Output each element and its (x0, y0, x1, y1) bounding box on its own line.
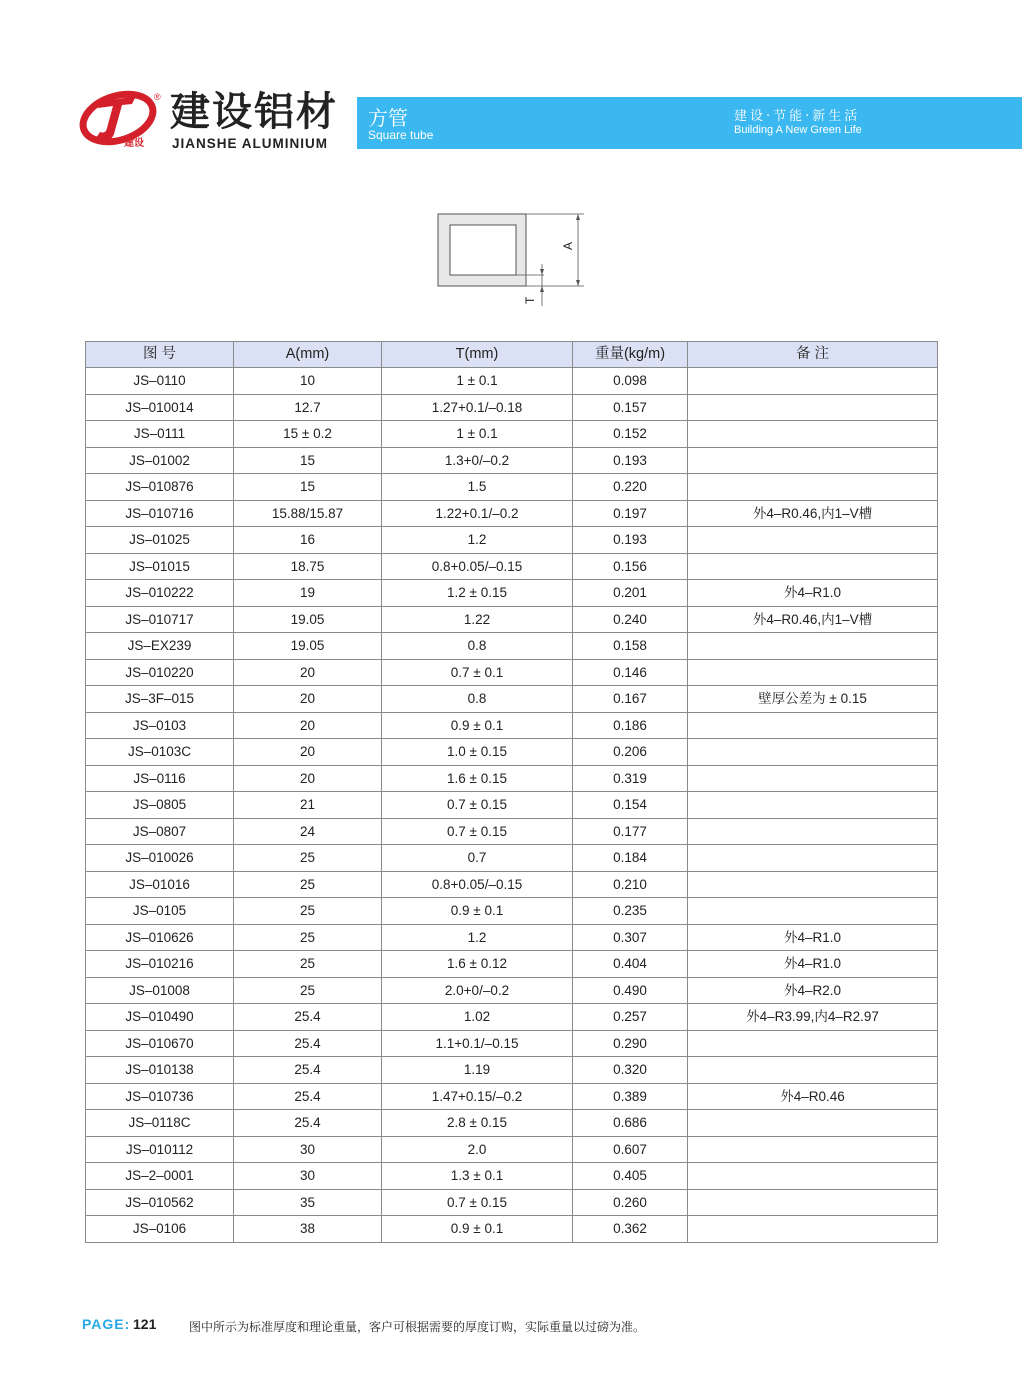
cell-remarks (688, 1163, 938, 1190)
cell-weight: 0.319 (573, 765, 688, 792)
cell-t-mm: 1.2 ± 0.15 (382, 580, 573, 607)
cell-a-mm: 38 (234, 1216, 382, 1243)
cell-part-number: JS–010876 (86, 474, 234, 501)
cell-weight: 0.152 (573, 421, 688, 448)
table-row (86, 421, 938, 448)
cell-remarks (688, 898, 938, 925)
cell-part-number: JS–0103C (86, 739, 234, 766)
cell-part-number: JS–010112 (86, 1136, 234, 1163)
footnote: 图中所示为标准厚度和理论重量，客户可根据需要的厚度订购，实际重量以过磅为准。 (189, 1320, 646, 1334)
cell-weight: 0.186 (573, 712, 688, 739)
cell-a-mm: 25.4 (234, 1030, 382, 1057)
cell-t-mm: 1 ± 0.1 (382, 368, 573, 395)
cell-part-number: JS–010014 (86, 394, 234, 421)
table-row (86, 712, 938, 739)
cell-remarks: 外4–R3.99,内4–R2.97 (688, 1004, 938, 1031)
cell-part-number: JS–0116 (86, 765, 234, 792)
cell-remarks (688, 1136, 938, 1163)
cell-weight: 0.389 (573, 1083, 688, 1110)
cell-a-mm: 25.4 (234, 1110, 382, 1137)
header-weight: 重量(kg/m) (573, 342, 688, 368)
cell-remarks (688, 633, 938, 660)
cell-weight: 0.607 (573, 1136, 688, 1163)
category-title-en: Square tube (368, 128, 434, 142)
table-row (86, 447, 938, 474)
cell-remarks: 壁厚公差为 ± 0.15 (688, 686, 938, 713)
cell-a-mm: 10 (234, 368, 382, 395)
cell-weight: 0.156 (573, 553, 688, 580)
cell-part-number: JS–010490 (86, 1004, 234, 1031)
cell-t-mm: 1.27+0.1/–0.18 (382, 394, 573, 421)
cell-t-mm: 0.7 ± 0.15 (382, 1189, 573, 1216)
cell-t-mm: 1.47+0.15/–0.2 (382, 1083, 573, 1110)
cell-remarks (688, 739, 938, 766)
cell-remarks: 外4–R0.46,内1–V槽 (688, 500, 938, 527)
cell-part-number: JS–01016 (86, 871, 234, 898)
cell-t-mm: 1.02 (382, 1004, 573, 1031)
cell-part-number: JS–010026 (86, 845, 234, 872)
cell-a-mm: 21 (234, 792, 382, 819)
cell-part-number: JS–010716 (86, 500, 234, 527)
table-row (86, 1136, 938, 1163)
cell-part-number: JS–0103 (86, 712, 234, 739)
cell-part-number: JS–3F–015 (86, 686, 234, 713)
cell-t-mm: 0.7 ± 0.1 (382, 659, 573, 686)
table-row (86, 553, 938, 580)
cell-weight: 0.193 (573, 527, 688, 554)
cell-weight: 0.158 (573, 633, 688, 660)
cell-weight: 0.405 (573, 1163, 688, 1190)
cell-a-mm: 25.4 (234, 1083, 382, 1110)
cell-a-mm: 19.05 (234, 606, 382, 633)
cell-a-mm: 20 (234, 712, 382, 739)
cell-t-mm: 1.22 (382, 606, 573, 633)
table-row (86, 527, 938, 554)
cell-remarks (688, 792, 938, 819)
cell-part-number: JS–0805 (86, 792, 234, 819)
table-row (86, 1030, 938, 1057)
cell-part-number: JS–010562 (86, 1189, 234, 1216)
brand-name-cn: 建设铝材 (170, 89, 338, 135)
cell-a-mm: 19.05 (234, 633, 382, 660)
category-title-cn: 方管 (368, 106, 408, 130)
cell-weight: 0.220 (573, 474, 688, 501)
cell-weight: 0.193 (573, 447, 688, 474)
cell-weight: 0.146 (573, 659, 688, 686)
page-label: PAGE: (82, 1316, 131, 1332)
cell-weight: 0.167 (573, 686, 688, 713)
cell-a-mm: 25 (234, 898, 382, 925)
cell-a-mm: 18.75 (234, 553, 382, 580)
cell-part-number: JS–01015 (86, 553, 234, 580)
dimension-a-label: A (561, 241, 575, 250)
header-remarks: 备 注 (688, 342, 938, 368)
cell-remarks: 外4–R0.46 (688, 1083, 938, 1110)
table-header-row (86, 342, 938, 368)
square-tube-cross-section-diagram (430, 206, 590, 316)
cell-weight: 0.362 (573, 1216, 688, 1243)
cell-weight: 0.177 (573, 818, 688, 845)
cell-weight: 0.490 (573, 977, 688, 1004)
table-row (86, 474, 938, 501)
table-row (86, 633, 938, 660)
cell-remarks (688, 1030, 938, 1057)
cell-t-mm: 1.0 ± 0.15 (382, 739, 573, 766)
header-bar (357, 97, 1022, 149)
cell-t-mm: 0.8+0.05/–0.15 (382, 553, 573, 580)
cell-t-mm: 0.8+0.05/–0.15 (382, 871, 573, 898)
cell-a-mm: 25 (234, 951, 382, 978)
cell-weight: 0.098 (573, 368, 688, 395)
cell-t-mm: 1.2 (382, 527, 573, 554)
cell-t-mm: 1.19 (382, 1057, 573, 1084)
cell-a-mm: 25.4 (234, 1004, 382, 1031)
cell-a-mm: 24 (234, 818, 382, 845)
cell-remarks (688, 871, 938, 898)
header-a-mm: A(mm) (234, 342, 382, 368)
cell-remarks (688, 712, 938, 739)
header-part-number: 图 号 (86, 342, 234, 368)
cell-t-mm: 1.2 (382, 924, 573, 951)
cell-t-mm: 1.6 ± 0.15 (382, 765, 573, 792)
table-row (86, 659, 938, 686)
cell-a-mm: 25.4 (234, 1057, 382, 1084)
cell-remarks (688, 845, 938, 872)
cell-part-number: JS–010717 (86, 606, 234, 633)
table-row (86, 951, 938, 978)
cell-remarks: 外4–R0.46,内1–V槽 (688, 606, 938, 633)
cell-part-number: JS–010670 (86, 1030, 234, 1057)
cell-remarks (688, 1216, 938, 1243)
cell-a-mm: 20 (234, 739, 382, 766)
cell-weight: 0.184 (573, 845, 688, 872)
cell-weight: 0.686 (573, 1110, 688, 1137)
cell-t-mm: 1.6 ± 0.12 (382, 951, 573, 978)
cell-t-mm: 0.7 (382, 845, 573, 872)
table-row (86, 871, 938, 898)
table-row (86, 845, 938, 872)
cell-remarks (688, 553, 938, 580)
cell-t-mm: 0.7 ± 0.15 (382, 818, 573, 845)
cell-a-mm: 30 (234, 1136, 382, 1163)
cell-a-mm: 20 (234, 659, 382, 686)
cell-part-number: JS–EX239 (86, 633, 234, 660)
cell-t-mm: 2.0+0/–0.2 (382, 977, 573, 1004)
cell-a-mm: 16 (234, 527, 382, 554)
cell-a-mm: 19 (234, 580, 382, 607)
cell-weight: 0.240 (573, 606, 688, 633)
brand-logo-icon (78, 88, 160, 150)
cell-weight: 0.206 (573, 739, 688, 766)
cell-part-number: JS–010626 (86, 924, 234, 951)
cell-a-mm: 20 (234, 686, 382, 713)
cell-weight: 0.320 (573, 1057, 688, 1084)
table-row (86, 898, 938, 925)
table-row (86, 765, 938, 792)
cell-part-number: JS–01008 (86, 977, 234, 1004)
cell-a-mm: 15 (234, 447, 382, 474)
cell-remarks (688, 765, 938, 792)
cell-weight: 0.260 (573, 1189, 688, 1216)
cell-part-number: JS–2–0001 (86, 1163, 234, 1190)
table-row (86, 1083, 938, 1110)
table-row (86, 739, 938, 766)
table-row (86, 1163, 938, 1190)
slogan-cn: 建设·节能·新生活 (734, 109, 861, 124)
cell-weight: 0.210 (573, 871, 688, 898)
cell-remarks (688, 394, 938, 421)
cell-a-mm: 25 (234, 924, 382, 951)
cell-a-mm: 30 (234, 1163, 382, 1190)
cell-weight: 0.154 (573, 792, 688, 819)
table-row (86, 977, 938, 1004)
cell-t-mm: 2.0 (382, 1136, 573, 1163)
cell-part-number: JS–0111 (86, 421, 234, 448)
cell-remarks: 外4–R1.0 (688, 951, 938, 978)
cell-remarks (688, 368, 938, 395)
cell-remarks (688, 421, 938, 448)
cell-t-mm: 0.8 (382, 686, 573, 713)
cell-weight: 0.235 (573, 898, 688, 925)
cell-t-mm: 1.3+0/–0.2 (382, 447, 573, 474)
cell-remarks (688, 1189, 938, 1216)
brand-name-en: JIANSHE ALUMINIUM (172, 136, 329, 151)
table-row (86, 818, 938, 845)
cell-part-number: JS–0807 (86, 818, 234, 845)
cell-part-number: JS–0110 (86, 368, 234, 395)
table-row (86, 1004, 938, 1031)
cell-t-mm: 1.5 (382, 474, 573, 501)
cell-t-mm: 1.22+0.1/–0.2 (382, 500, 573, 527)
cell-part-number: JS–01025 (86, 527, 234, 554)
dimension-t-label: T (523, 296, 537, 304)
cell-a-mm: 15.88/15.87 (234, 500, 382, 527)
cell-remarks (688, 474, 938, 501)
table-row (86, 606, 938, 633)
cell-weight: 0.201 (573, 580, 688, 607)
cell-part-number: JS–0118C (86, 1110, 234, 1137)
table-row (86, 686, 938, 713)
cell-a-mm: 35 (234, 1189, 382, 1216)
cell-a-mm: 20 (234, 765, 382, 792)
cell-part-number: JS–010736 (86, 1083, 234, 1110)
cell-t-mm: 0.9 ± 0.1 (382, 898, 573, 925)
table-row (86, 1057, 938, 1084)
cell-part-number: JS–01002 (86, 447, 234, 474)
cell-remarks (688, 1110, 938, 1137)
cell-t-mm: 0.9 ± 0.1 (382, 712, 573, 739)
cell-t-mm: 0.8 (382, 633, 573, 660)
table-row (86, 580, 938, 607)
cell-remarks (688, 818, 938, 845)
cell-weight: 0.197 (573, 500, 688, 527)
table-row (86, 1189, 938, 1216)
cell-a-mm: 15 (234, 474, 382, 501)
cell-remarks (688, 1057, 938, 1084)
table-row (86, 500, 938, 527)
cell-weight: 0.290 (573, 1030, 688, 1057)
cell-remarks: 外4–R2.0 (688, 977, 938, 1004)
page-number: 121 (133, 1316, 157, 1332)
cell-weight: 0.257 (573, 1004, 688, 1031)
square-tube-spec-table (85, 341, 938, 1243)
cell-t-mm: 0.7 ± 0.15 (382, 792, 573, 819)
table-row (86, 394, 938, 421)
cell-remarks (688, 659, 938, 686)
cell-remarks (688, 447, 938, 474)
cell-t-mm: 2.8 ± 0.15 (382, 1110, 573, 1137)
cell-a-mm: 15 ± 0.2 (234, 421, 382, 448)
table-row (86, 1110, 938, 1137)
cell-a-mm: 25 (234, 871, 382, 898)
cell-t-mm: 1.3 ± 0.1 (382, 1163, 573, 1190)
cell-remarks: 外4–R1.0 (688, 580, 938, 607)
cell-a-mm: 12.7 (234, 394, 382, 421)
header-t-mm: T(mm) (382, 342, 573, 368)
table-row (86, 792, 938, 819)
table-row (86, 368, 938, 395)
cell-a-mm: 25 (234, 845, 382, 872)
cell-t-mm: 0.9 ± 0.1 (382, 1216, 573, 1243)
cell-part-number: JS–010138 (86, 1057, 234, 1084)
logo-small-text: 建设 (124, 138, 144, 149)
cell-weight: 0.404 (573, 951, 688, 978)
cell-part-number: JS–010220 (86, 659, 234, 686)
cell-remarks: 外4–R1.0 (688, 924, 938, 951)
registered-mark: ® (154, 92, 161, 102)
table-row (86, 924, 938, 951)
cell-t-mm: 1 ± 0.1 (382, 421, 573, 448)
cell-weight: 0.307 (573, 924, 688, 951)
cell-weight: 0.157 (573, 394, 688, 421)
cell-part-number: JS–010222 (86, 580, 234, 607)
cell-part-number: JS–0106 (86, 1216, 234, 1243)
cell-part-number: JS–010216 (86, 951, 234, 978)
cell-t-mm: 1.1+0.1/–0.15 (382, 1030, 573, 1057)
cell-a-mm: 25 (234, 977, 382, 1004)
cell-remarks (688, 527, 938, 554)
slogan-en: Building A New Green Life (734, 124, 862, 136)
table-row (86, 1216, 938, 1243)
cell-part-number: JS–0105 (86, 898, 234, 925)
